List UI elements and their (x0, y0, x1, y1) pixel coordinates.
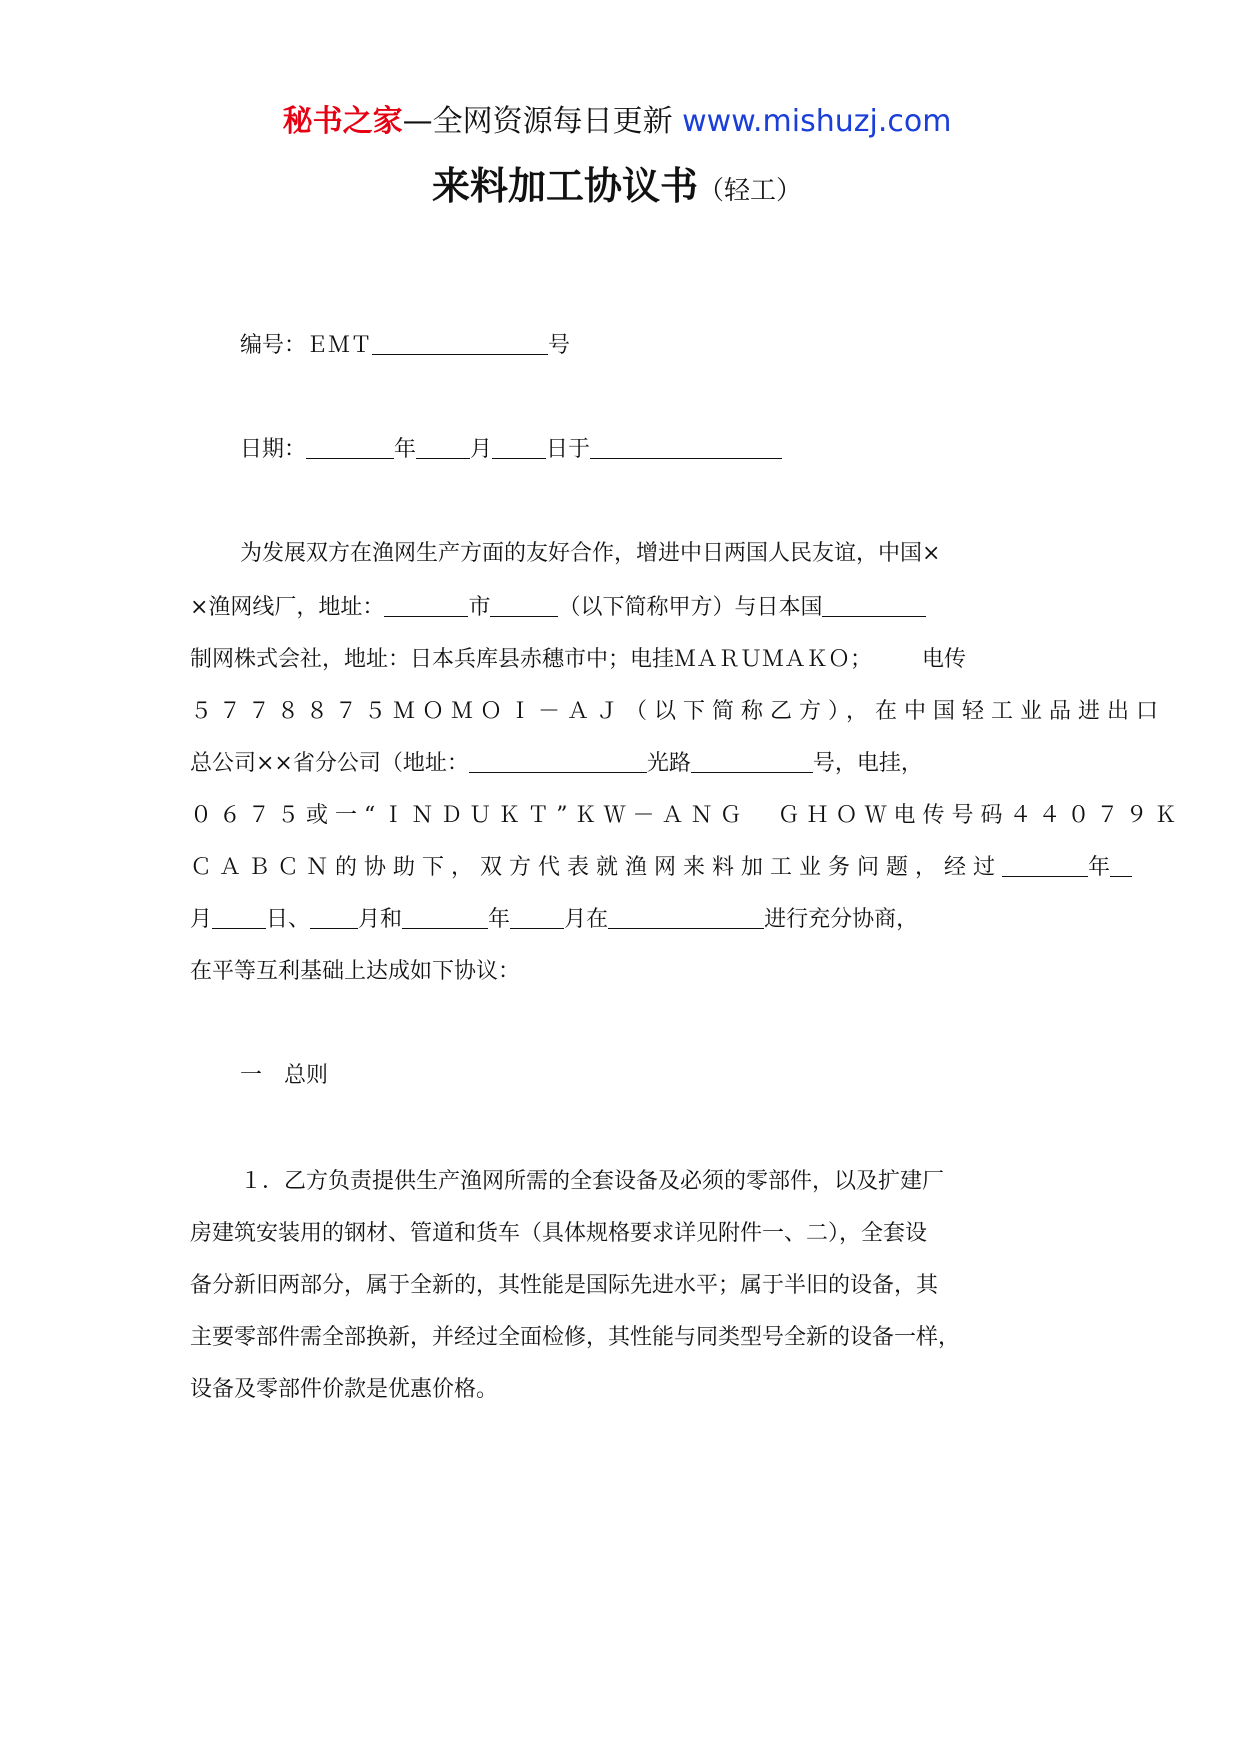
banner-tagline: —全网资源每日更新 (402, 104, 673, 139)
preamble-line-9: 在平等互利基础上达成如下协议： (190, 959, 521, 984)
preamble-text: 日、 (266, 907, 311, 932)
preamble-text: 月在 (564, 907, 609, 932)
preamble-text: 月和 (358, 907, 403, 932)
preamble-text: 年 (1088, 855, 1111, 880)
meeting-year-blank (1002, 852, 1088, 877)
date-line (240, 430, 782, 470)
preamble-line-7 (190, 848, 1132, 888)
district-blank (490, 592, 558, 617)
date-place-blank (590, 434, 782, 459)
preamble-text: 制网株式会社，地址：日本兵库县赤穗市中；电挂ＭＡＲＵＭＡＫＯ； (190, 647, 873, 672)
document-title (0, 160, 1234, 219)
section-heading: 一 总则 (240, 1063, 329, 1088)
date-month-blank (416, 434, 470, 459)
preamble-line-3 (190, 640, 966, 680)
date-month-label: 月 (470, 437, 493, 462)
road-blank (469, 748, 647, 773)
meeting-month-blank (1110, 852, 1132, 877)
blank (212, 904, 266, 929)
site-url-link[interactable]: www.mishuzj.com (682, 104, 952, 139)
preamble-text: 总公司××省分公司（地址： (190, 751, 469, 776)
date-year-blank (306, 434, 394, 459)
blank (510, 904, 564, 929)
title-subtitle: （轻工） (698, 176, 803, 206)
preamble-text: （以下简称甲方）与日本国 (558, 595, 823, 620)
clause-1-line-2: 房建筑安装用的钢材、管道和货车（具体规格要求详见附件一、二），全套设 (190, 1221, 928, 1246)
preamble-line-8 (190, 900, 918, 940)
preamble-line-4: ５７７８８７５ＭＯＭＯＩ－ＡＪ（以下简称乙方），在中国轻工业品进出口 (190, 699, 1166, 724)
title-main: 来料加工协议书 (431, 164, 698, 208)
date-day-at-label: 日于 (546, 437, 591, 462)
clause-1-line-3: 备分新旧两部分，属于全新的，其性能是国际先进水平；属于半旧的设备，其 (190, 1273, 939, 1298)
company-blank (822, 592, 926, 617)
number-blank (372, 330, 548, 355)
meeting-place-blank (608, 904, 764, 929)
clause-1-line-4: 主要零部件需全部换新，并经过全面检修，其性能与同类型号全新的设备一样， (190, 1325, 961, 1350)
blank (402, 904, 488, 929)
date-year-label: 年 (394, 437, 417, 462)
preamble-line-1: 为发展双方在渔网生产方面的友好合作，增进中日两国人民友谊，中国× (240, 541, 941, 566)
preamble-text: ×渔网线厂，地址： (190, 595, 385, 620)
preamble-text: 光路 (646, 751, 691, 776)
preamble-line-2 (190, 588, 926, 628)
brand-name: 秘书之家 (282, 104, 403, 139)
date-day-blank (492, 434, 546, 459)
preamble-text: 市 (468, 595, 491, 620)
preamble-text: 年 (488, 907, 511, 932)
number-line (240, 326, 570, 366)
preamble-line-5 (190, 744, 923, 784)
number-suffix: 号 (548, 333, 571, 358)
preamble-text: ＣＡＢＣＮ的协助下，双方代表就渔网来料加工业务问题，经过 (190, 855, 1003, 880)
preamble-text: 电传 (922, 647, 967, 672)
preamble-text: 进行充分协商， (764, 907, 919, 932)
preamble-text: 月 (190, 907, 213, 932)
clause-1-line-1: １．乙方负责提供生产渔网所需的全套设备及必须的零部件，以及扩建厂 (240, 1169, 945, 1194)
city-blank (384, 592, 468, 617)
site-banner (0, 100, 1234, 144)
number-label: 编号：ＥＭＴ (240, 333, 373, 358)
blank (310, 904, 358, 929)
road-number-blank (691, 748, 813, 773)
preamble-line-6: ０６７５或一“ＩＮＤＵＫＴ”ＫＷ－ＡＮＧ ＧＨＯＷ电传号码４４０７９Ｋ (190, 803, 1184, 828)
date-label: 日期： (240, 437, 307, 462)
clause-1-line-5: 设备及零部件价款是优惠价格。 (190, 1377, 499, 1402)
preamble-text: 号，电挂， (812, 751, 923, 776)
